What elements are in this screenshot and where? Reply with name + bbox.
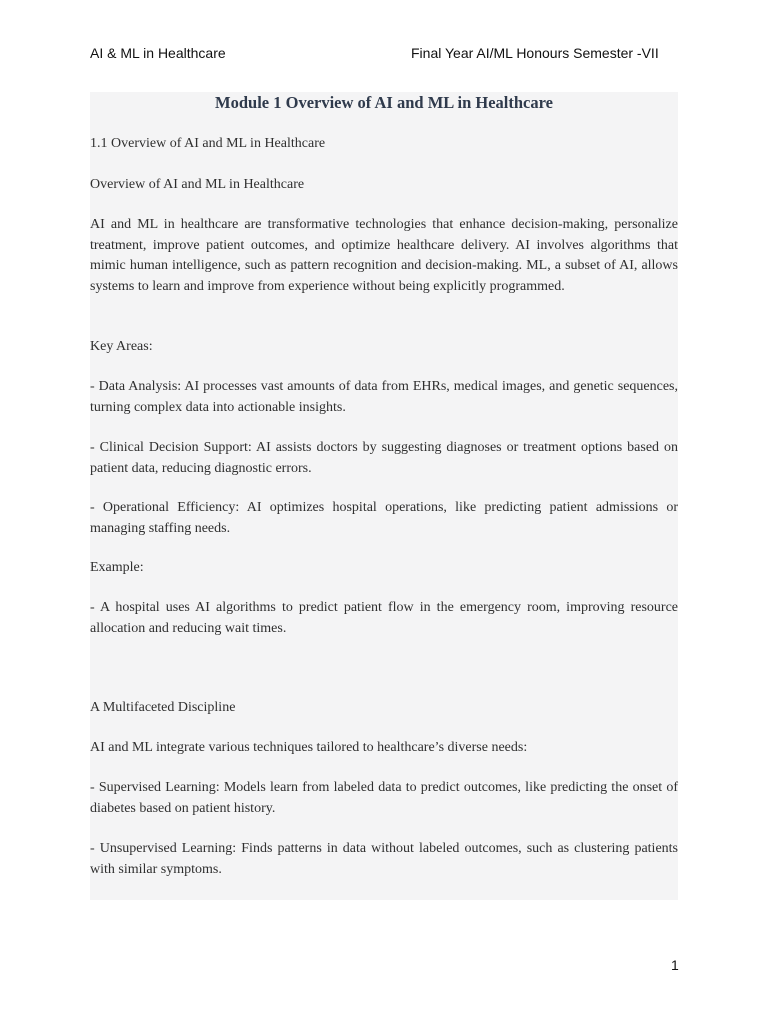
- running-header-semester: Final Year AI/ML Honours Semester -VII: [411, 45, 659, 61]
- example-label: Example:: [90, 560, 144, 575]
- key-area-item-data-analysis: - Data Analysis: AI processes vast amounts of data from EHRs, medical images, and genetic sequences, turning complex data into actionable insights.: [90, 379, 678, 415]
- module-title: Module 1 Overview of AI and ML in Healthcare: [215, 93, 553, 112]
- example-paragraph: - A hospital uses AI algorithms to predict patient flow in the emergency room, improving resource allocation and reducing wait times.: [90, 600, 678, 636]
- key-area-item-clinical-decision-support: - Clinical Decision Support: AI assists doctors by suggesting diagnoses or treatment options based on patient data, reducing diagnostic errors.: [90, 440, 678, 476]
- discipline-intro: AI and ML integrate various techniques tailored to healthcare’s diverse needs:: [90, 740, 528, 755]
- technique-item-supervised-learning: - Supervised Learning: Models learn from labeled data to predict outcomes, like predicting the onset of diabetes based on patient history.: [90, 780, 678, 816]
- intro-paragraph: AI and ML in healthcare are transformative technologies that enhance decision-making, personalize treatment, improve patient outcomes, and optimize healthcare delivery. AI involves algorithms that mimic human intelligence, such as pattern recognition and decision-making. ML, a subset of AI, allows systems to learn and improve from experience without being explicitly programmed.: [90, 217, 678, 294]
- overview-subheading: Overview of AI and ML in Healthcare: [90, 177, 305, 192]
- section-heading: 1.1 Overview of AI and ML in Healthcare: [90, 136, 326, 151]
- key-areas-label: Key Areas:: [90, 339, 153, 354]
- key-area-item-operational-efficiency: - Operational Efficiency: AI optimizes hospital operations, like predicting patient admissions or managing staffing needs.: [90, 500, 678, 536]
- technique-item-unsupervised-learning: - Unsupervised Learning: Finds patterns in data without labeled outcomes, such as clustering patients with similar symptoms.: [90, 841, 678, 877]
- running-header-course-title: AI & ML in Healthcare: [90, 45, 226, 61]
- discipline-heading: A Multifaceted Discipline: [90, 700, 236, 715]
- page-number: 1: [671, 957, 679, 973]
